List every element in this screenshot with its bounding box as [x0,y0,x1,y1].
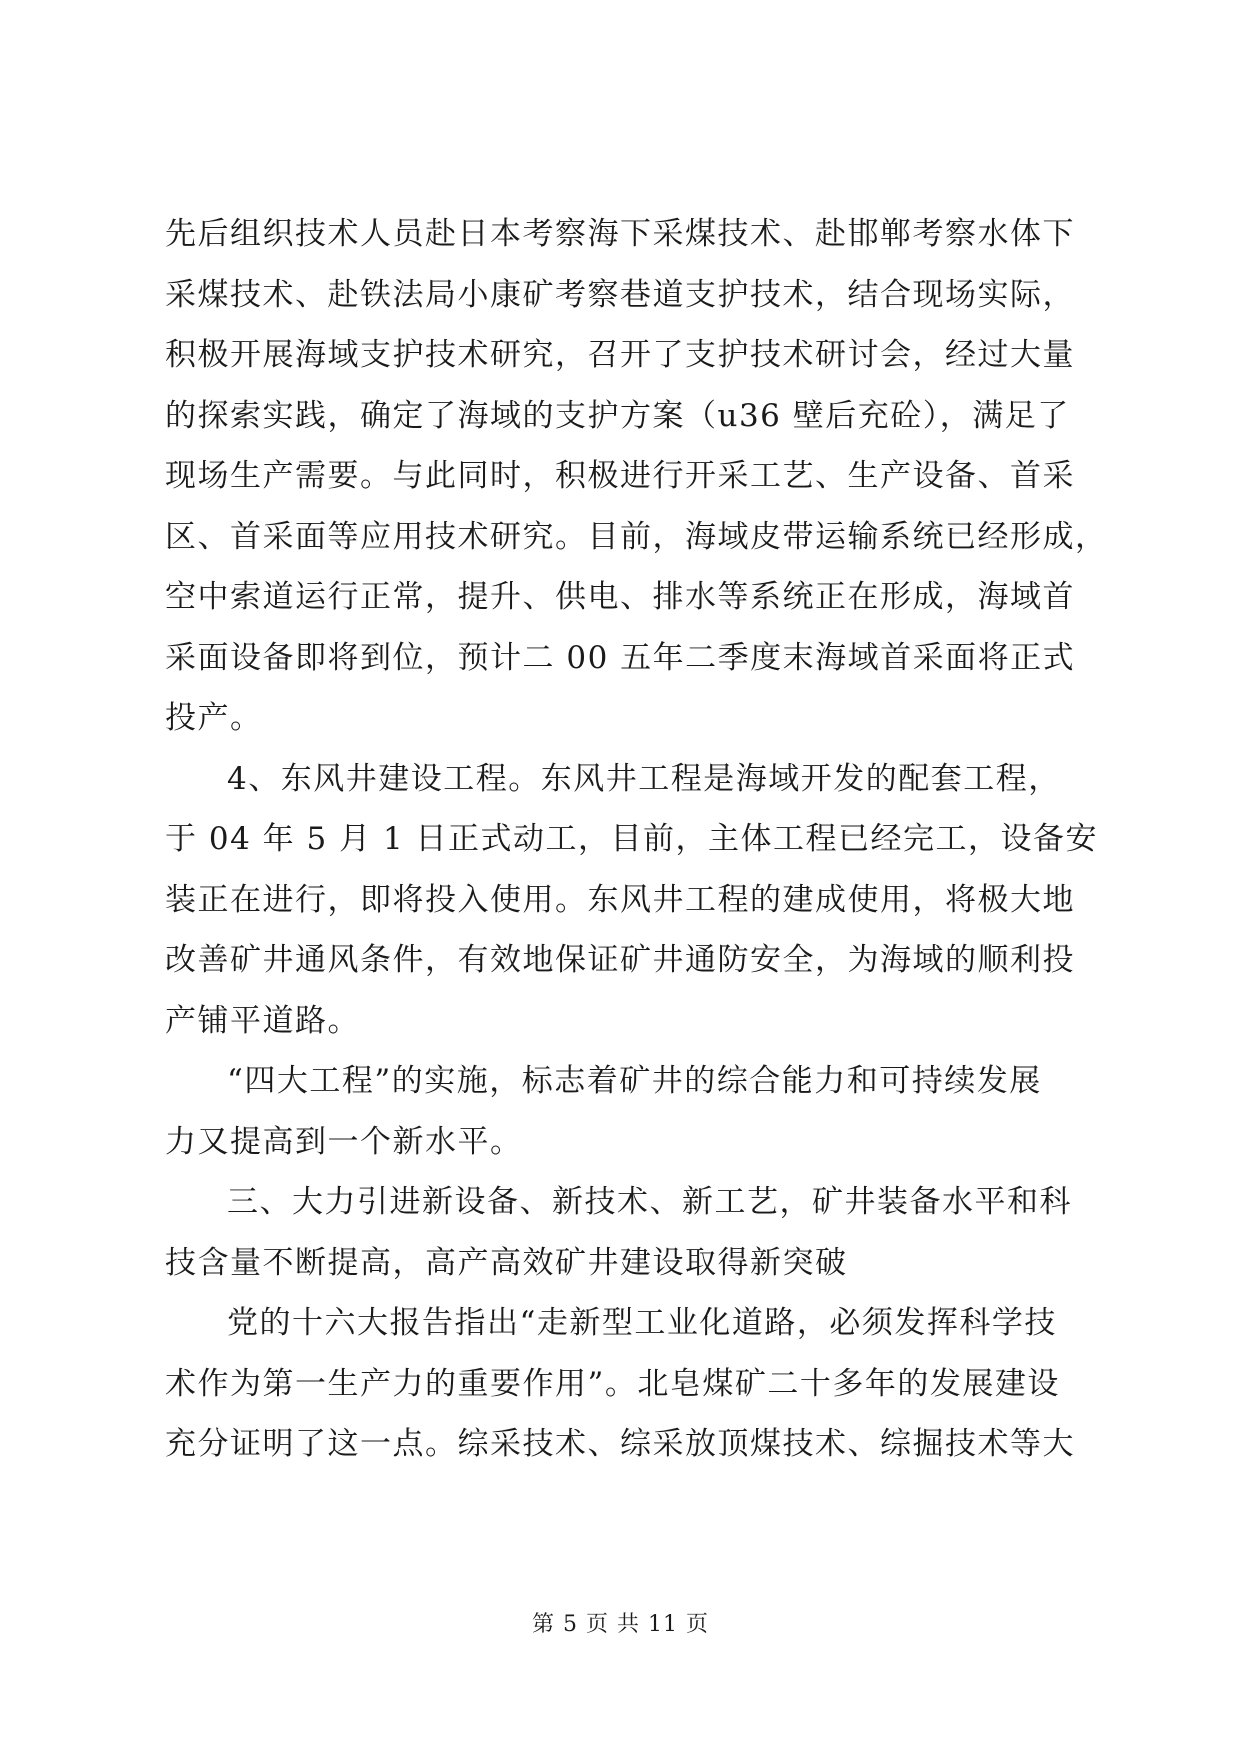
text-line: 改善矿井通风条件，有效地保证矿井通防安全，为海域的顺利投 [165,942,1075,978]
text-line: 充分证明了这一点。综采技术、综采放顶煤技术、综掘技术等大 [165,1426,1075,1462]
text-line: 于 04 年 5 月 1 日正式动工，目前，主体工程已经完工，设备安 [165,821,1099,857]
text-line: 空中索道运行正常，提升、供电、排水等系统正在形成，海域首 [165,579,1075,615]
text-line: 三、大力引进新设备、新技术、新工艺，矿井装备水平和科 [227,1184,1072,1220]
text-line: 投产。 [165,700,263,736]
text-line: 力又提高到一个新水平。 [165,1123,523,1160]
text-line: 积极开展海域支护技术研究，召开了支护技术研讨会，经过大量 [165,337,1075,373]
body-text [165,204,1108,1475]
page-footer: 第 5 页 共 11 页 [532,1612,709,1637]
text-line: 党的十六大报告指出“走新型工业化道路，必须发挥科学技 [227,1305,1057,1341]
text-line: 采面设备即将到位，预计二 00 五年二季度末海域首采面将正式 [165,639,1076,676]
text-line: 术作为第一生产力的重要作用”。北皂煤矿二十多年的发展建设 [165,1365,1060,1402]
text-line: 技含量不断提高，高产高效矿井建设取得新突破 [165,1244,848,1281]
text-line: 现场生产需要。与此同时，积极进行开采工艺、生产设备、首采 [165,458,1075,494]
text-line: 4、东风井建设工程。东风井工程是海域开发的配套工程， [227,760,1061,797]
text-line: 产铺平道路。 [165,1002,360,1039]
text-line: “四大工程”的实施，标志着矿井的综合能力和可持续发展 [227,1063,1042,1099]
text-line: 先后组织技术人员赴日本考察海下采煤技术、赴邯郸考察水体下 [165,216,1075,252]
text-line: 的探索实践，确定了海域的支护方案（u36 壁后充砼），满足了 [165,397,1070,434]
text-line: 区、首采面等应用技术研究。目前，海域皮带运输系统已经形成， [165,518,1108,555]
text-line: 采煤技术、赴铁法局小康矿考察巷道支护技术，结合现场实际， [165,276,1075,313]
text-line: 装正在进行，即将投入使用。东风井工程的建成使用，将极大地 [165,881,1075,918]
